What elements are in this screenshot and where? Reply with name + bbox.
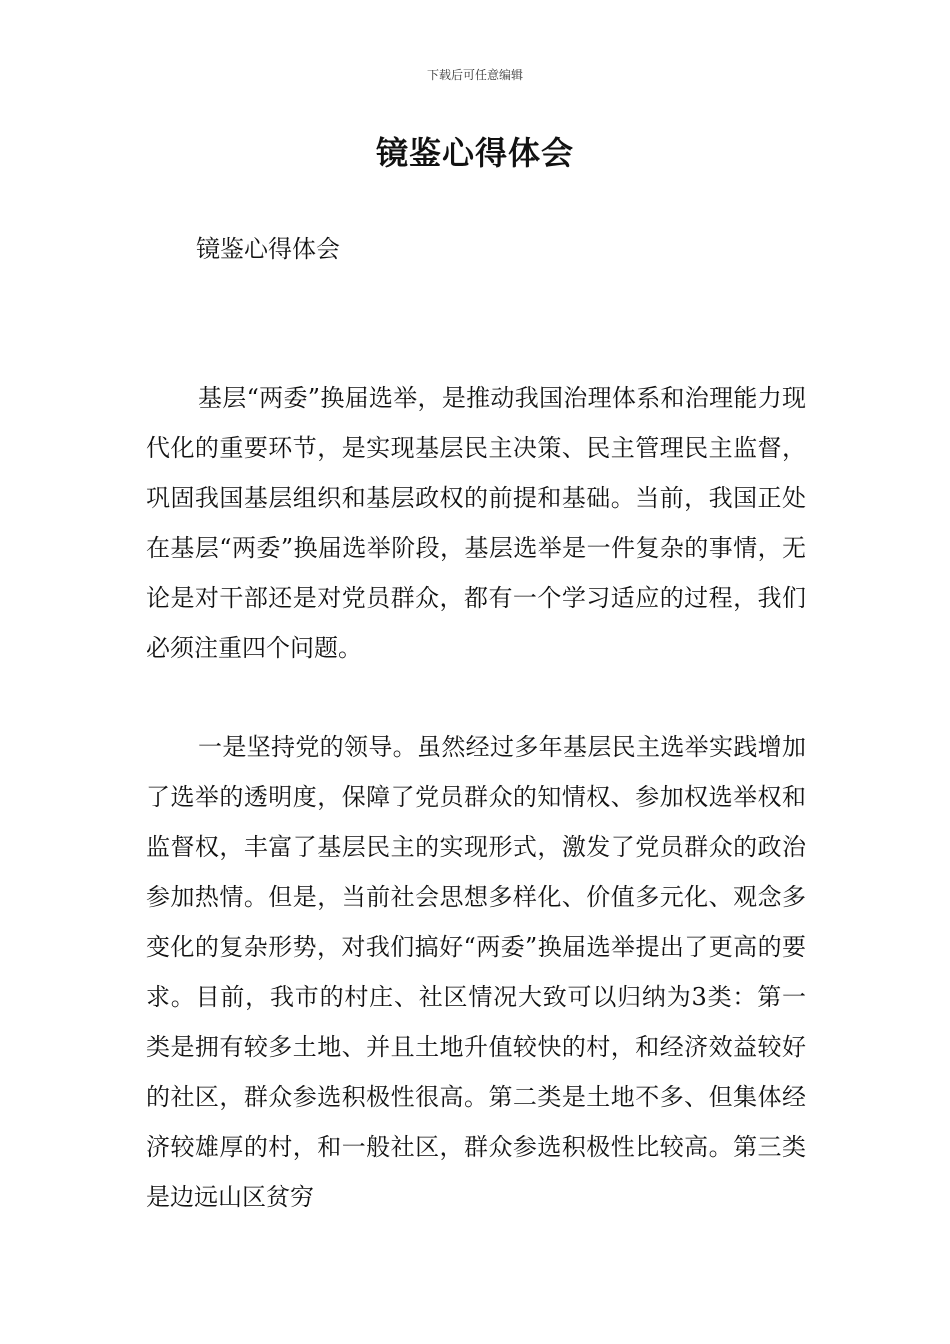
document-title: 镜鉴心得体会 bbox=[375, 134, 574, 172]
paragraph-intro: 基层“两委”换届选举，是推动我国治理体系和治理能力现代化的重要环节，是实现基层民主决策、民主管理民主监督，巩固我国基层组织和基层政权的前提和基础。当前，我国正处在基层“两委”换届选举阶段，基层选举是一件复杂的事情，无论是对干部还是对党员群众，都有一个学习适应的过程，我们必须注重四个问题。 bbox=[146, 384, 806, 662]
header-note: 下载后可任意编辑 bbox=[426, 68, 523, 82]
document-subtitle: 镜鉴心得体会 bbox=[196, 235, 340, 263]
paragraph-point-one: 一是坚持党的领导。虽然经过多年基层民主选举实践增加了选举的透明度，保障了党员群众的知情权、参加权选举权和监督权，丰富了基层民主的实现形式，激发了党员群众的政治参加热情。但是，当前社会思想多样化、价值多元化、观念多变化的复杂形势，对我们搞好“两委”换届选举提出了更高的要求。目前，我市的村庄、社区情况大致可以归纳为3类：第一类是拥有较多土地、并且土地升值较快的村，和经济效益较好的社区，群众参选积极性很高。第二类是土地不多、但集体经济较雄厚的村，和一般社区，群众参选积极性比较高。第三类是边远山区贫穷 bbox=[146, 733, 806, 1211]
